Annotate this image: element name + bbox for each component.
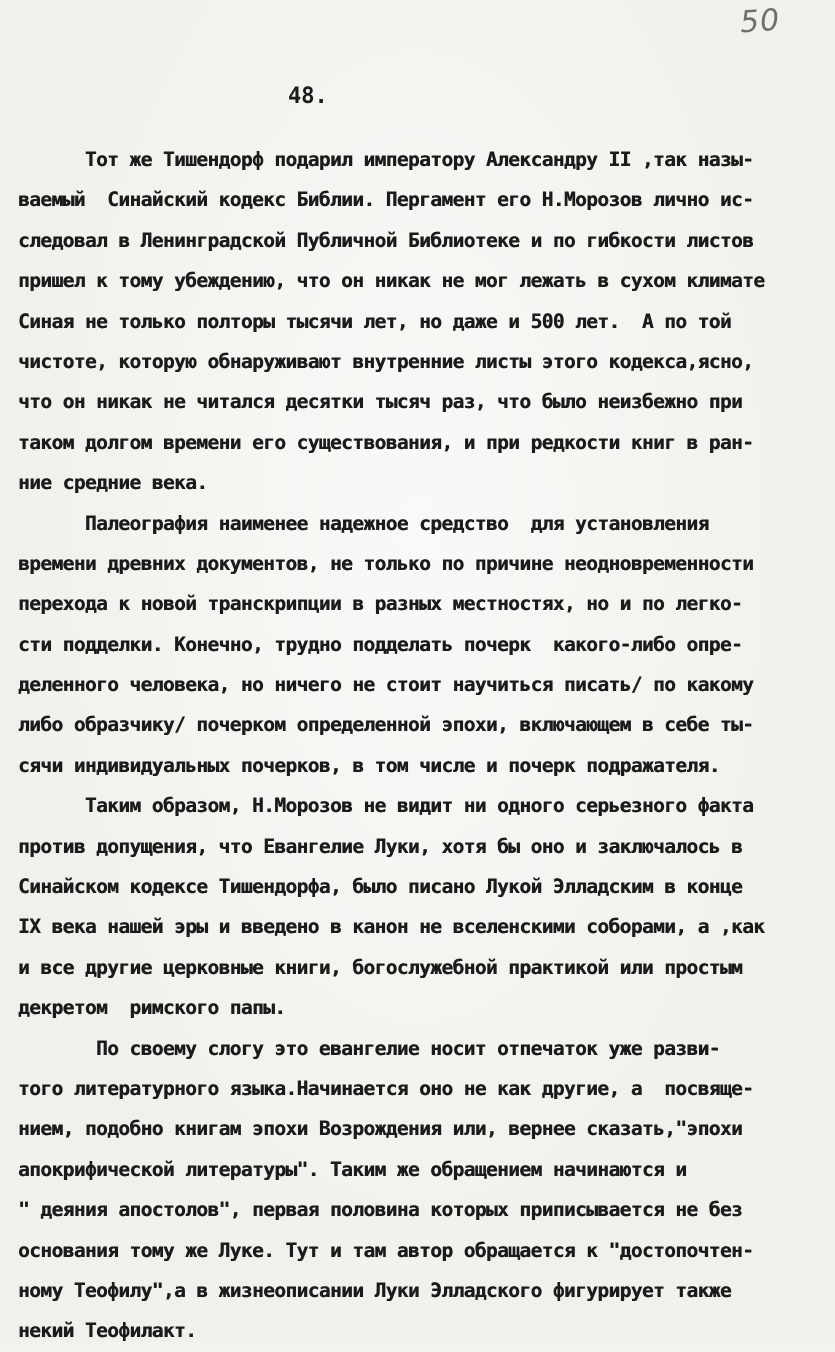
- text-line: следовал в Ленинградской Публичной Библиотеке и по гибкости листов: [18, 228, 754, 252]
- text-line: нием, подобно книгам эпохи Возрождения или, вернее сказать,"эпохи: [18, 1117, 743, 1141]
- text-line: чистоте, которую обнаруживают внутренние листы этого кодекса,ясно,: [18, 349, 754, 373]
- text-line: против допущения, что Евангелие Луки, хотя бы оно и заключалось в: [18, 834, 743, 858]
- text-line: деленного человека, но ничего не стоит научиться писать/ по какому: [18, 673, 754, 697]
- text-line: пришел к тому убеждению, что он никак не мог лежать в сухом климате: [18, 269, 765, 293]
- text-line: ному Теофилу",а в жизнеописании Луки Элладского фигурирует также: [18, 1278, 731, 1302]
- text-line: апокрифической литературы". Таким же обращением начинаются и: [18, 1157, 687, 1181]
- text-line: По своему слогу это евангелие носит отпечаток уже разви-: [18, 1036, 720, 1060]
- text-line: ние средние века.: [18, 471, 208, 495]
- text-line: того литературного языка.Начинается оно не как другие, а посвяще-: [18, 1076, 754, 1100]
- text-line: таком долгом времени его существования, и при редкости книг в ран-: [18, 430, 754, 454]
- text-line: сячи индивидуальных почерков, в том числе и почерк подражателя.: [18, 753, 720, 777]
- text-line: Палеография наименее надежное средство для установления: [18, 511, 709, 535]
- text-line: и все другие церковные книги, богослужебной практикой или простым: [18, 955, 743, 979]
- text-line: либо образчику/ почерком определенной эпохи, включающем в себе ты-: [18, 713, 754, 737]
- archive-page-number: 50: [738, 2, 782, 41]
- text-line: Синая не только полторы тысячи лет, но даже и 500 лет. А по той: [18, 309, 731, 333]
- text-line: декретом римского папы.: [18, 996, 286, 1020]
- text-line: " деяния апостолов", первая половина которых приписывается не без: [18, 1198, 743, 1222]
- text-line: некий Теофилакт.: [18, 1319, 197, 1343]
- text-line: IX века нашей эры и введено в канон не вселенскими соборами, а ,как: [18, 915, 765, 939]
- text-line: что он никак не читался десятки тысяч раз, что было неизбежно при: [18, 390, 743, 414]
- document-body: [18, 140, 818, 1352]
- text-line: времени древних документов, не только по причине неодновременности: [18, 551, 754, 575]
- text-line: перехода к новой транскрипции в разных местностях, но и по легко-: [18, 592, 743, 616]
- text-line: Синайском кодексе Тишендорфа, было писано Лукой Элладским в конце: [18, 875, 743, 899]
- text-line: ваемый Синайский кодекс Библии. Пергамент его Н.Морозов лично ис-: [18, 188, 754, 212]
- text-line: Тот же Тишендорф подарил императору Александру II ,так назы-: [18, 148, 754, 171]
- text-line: сти подделки. Конечно, трудно подделать почерк какого-либо опре-: [18, 632, 743, 656]
- text-line: Таким образом, Н.Морозов не видит ни одного серьезного факта: [18, 794, 754, 818]
- text-line: основания тому же Луке. Тут и там автор обращается к "достопочтен-: [18, 1238, 754, 1262]
- page-number: 48.: [288, 84, 328, 109]
